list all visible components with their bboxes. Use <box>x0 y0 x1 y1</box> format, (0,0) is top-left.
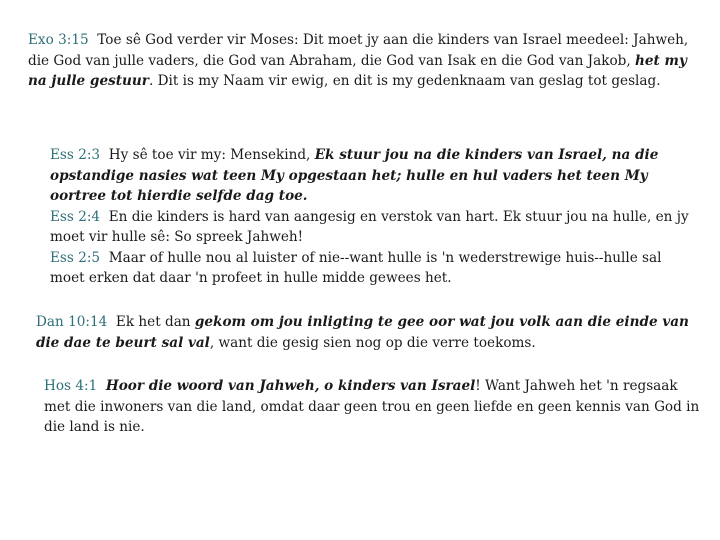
verse-ess-2-3 <box>50 145 700 207</box>
verse-emphasis: het my na julle gestuur <box>28 52 687 89</box>
verse-reference: Hos 4:1 <box>44 378 98 394</box>
verse-text: . Dit is my Naam vir ewig, en dit is my gedenknaam van geslag tot geslag. <box>148 73 661 89</box>
verse-reference: Dan 10:14 <box>36 314 108 330</box>
passage-hos-4-1 <box>44 376 700 438</box>
verse-text: ! Want Jahweh het 'n regsaak met die inwoners van die land, omdat daar geen trou en geen liefde en geen kennis van God in die land is nie. <box>44 378 700 435</box>
verse-emphasis: Hoor die woord van Jahweh, o kinders van Israel <box>105 378 476 394</box>
passage-dan-10-14 <box>36 312 700 353</box>
verse-reference: Ess 2:5 <box>50 249 101 266</box>
verse-reference: Exo 3:15 <box>28 32 89 48</box>
verse-text: Ek het dan <box>115 314 195 330</box>
verse-reference: Ess 2:3 <box>50 147 101 163</box>
passage-exo-3-15 <box>28 30 700 92</box>
verse-text: Toe sê God verder vir Moses: Dit moet jy aan die kinders van Israel meedeel: Jahweh, die God van julle vaders, die God van Abraham, die God van Isak en die God van Jakob, <box>28 32 689 69</box>
verse-reference: Ess 2:4 <box>50 208 101 225</box>
verse-text: En die kinders is hard van aangesig en verstok van hart. Ek stuur jou na hulle, en jy moet vir hulle sê: So spreek Jahweh! <box>50 208 689 245</box>
verse-emphasis: gekom om jou inligting te gee oor wat jou volk aan die einde van die dae te beurt sal val <box>36 314 689 351</box>
verse-emphasis: Ek stuur jou na die kinders van Israel, na die opstandige nasies wat teen My opgestaan het; hulle en hul vaders het teen My oortree tot hierdie selfde dag toe. <box>50 147 659 204</box>
verse-text: , want die gesig sien nog op die verre toekoms. <box>209 334 536 351</box>
verse-text: Hy sê toe vir my: Mensekind, <box>108 147 315 163</box>
verse-text: Maar of hulle nou al luister of nie--want hulle is 'n wederstrewige huis--hulle sal moet erken dat daar 'n profeet in hulle midde gewees het. <box>50 249 662 286</box>
verse-ess-2-5 <box>50 248 700 289</box>
verse-ess-2-4 <box>50 207 700 248</box>
passage-ess-2 <box>50 145 700 289</box>
